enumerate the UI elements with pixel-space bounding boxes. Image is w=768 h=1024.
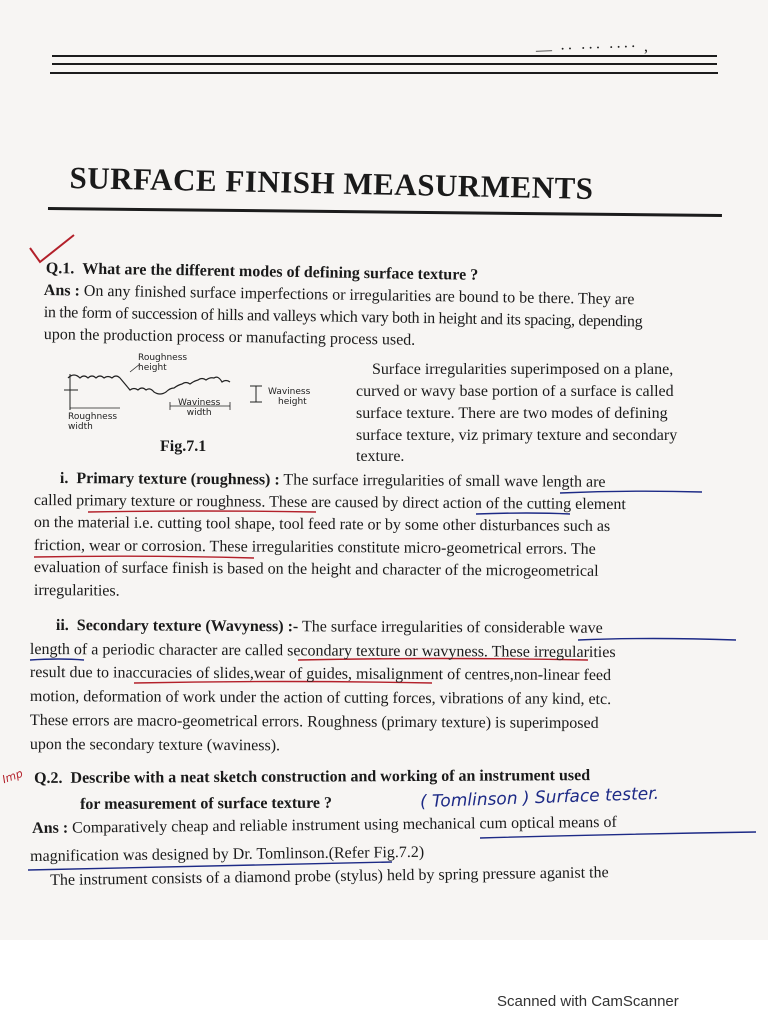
secondary-texture-line3: result due to inaccuracies of slides,wear of guides, misalignment of centres,non-linear feed [29, 664, 612, 685]
header-chapter-text: — ·· ··· ···· , [535, 38, 651, 59]
side-text-line5: texture. [356, 448, 405, 465]
q2-handwritten-note: ( Tomlinson ) Surface tester. [419, 783, 660, 813]
primary-texture-line3: on the material i.e. cutting tool shape, tool feed rate or by some other disturbances such as [33, 513, 611, 536]
primary-texture-line6: irregularities. [33, 581, 120, 600]
q2-margin-note: Imp [0, 766, 25, 787]
q2-question-line2: for measurement of surface texture ? [80, 794, 333, 813]
side-text-line1: Surface irregularities superimposed on a plane, [372, 361, 674, 378]
q2-answer-line2: magnification was designed by Dr. Tomlinson.(Refer Fig.7.2) [30, 843, 425, 865]
side-text-line2: curved or wavy base portion of a surface is called [356, 383, 674, 400]
secondary-texture-line1: ii. Secondary texture (Wavyness) :- The surface irregularities of considerable wave [55, 617, 603, 637]
side-text-line3: surface texture. There are two modes of defining [356, 405, 668, 422]
q1-question: Q.1. What are the different modes of defining surface texture ? [45, 259, 479, 284]
label-waviness-width: Waviness width [178, 398, 221, 418]
camscanner-watermark: Scanned with CamScanner [497, 993, 679, 1010]
secondary-texture-line4: motion, deformation of work under the action of cutting forces, vibrations of any kind, etc. [29, 688, 612, 709]
q1-answer-line2: in the form of succession of hills and valleys which vary both in height and its spacing, depending [43, 303, 643, 331]
label-roughness-width: Roughness width [68, 412, 118, 432]
side-text-line4: surface texture, viz primary texture and secondary [356, 427, 678, 444]
q1-answer-line1: Ans : On any finished surface imperfections or irregularities are bound to be there. They are [43, 281, 635, 309]
label-roughness-height: Roughness height [138, 353, 188, 373]
q2-answer-line1: Ans : Comparatively cheap and reliable instrument using mechanical cum optical means of [32, 813, 617, 837]
q2-question-line1: Q.2. Describe with a neat sketch construction and working of an instrument used [34, 767, 591, 787]
primary-texture-line4: friction, wear or corrosion. These irregularities constitute micro-geometrical errors. The [33, 536, 596, 558]
q2-answer-line3: The instrument consists of a diamond probe (stylus) held by spring pressure aganist the [50, 864, 609, 889]
label-waviness-height: Waviness height [268, 387, 311, 407]
primary-texture-line2: called primary texture or roughness. These are caused by direct action of the cutting element [33, 491, 626, 514]
secondary-texture-line2: length of a periodic character are called secondary texture or wavyness. These irregularities [29, 641, 616, 662]
primary-texture-line5: evaluation of surface finish is based on the height and character of the microgeometrical [33, 558, 599, 580]
secondary-texture-line5: These errors are macro-geometrical errors. Roughness (primary texture) is superimposed [29, 712, 599, 732]
figure-caption: Fig.7.1 [160, 438, 207, 455]
secondary-texture-line6: upon the secondary texture (waviness). [29, 736, 281, 755]
primary-texture-line1: i. Primary texture (roughness) : The surface irregularities of small wave length are [59, 469, 606, 491]
page-title: SURFACE FINISH MEASURMENTS [69, 160, 594, 206]
q1-answer-line3: upon the production process or manufacting process used. [43, 325, 416, 349]
